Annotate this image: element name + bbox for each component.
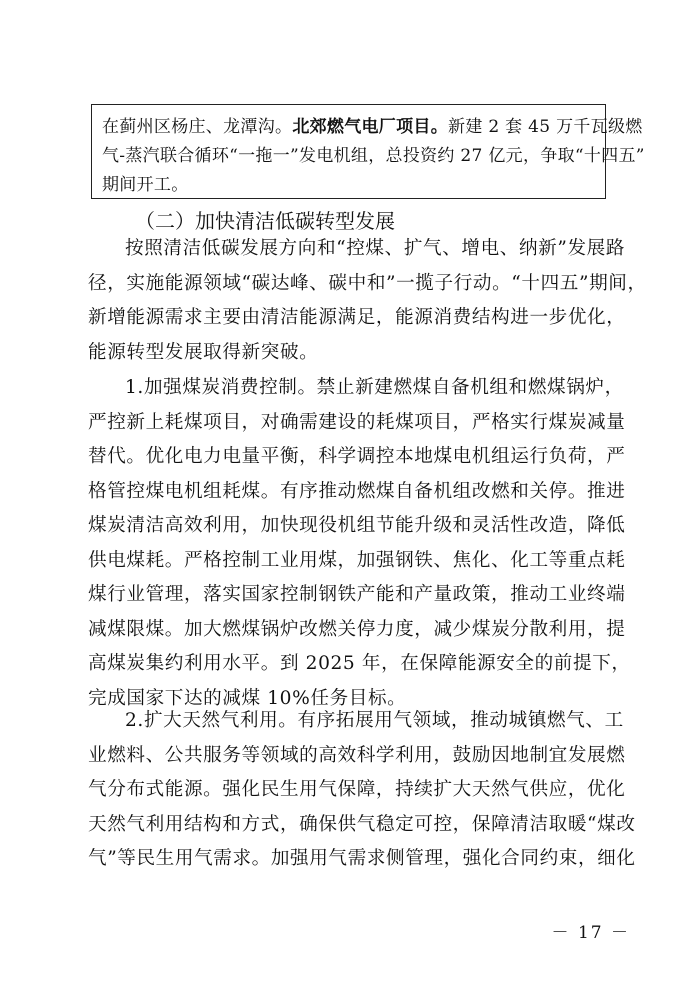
box-line: 气-蒸汽联合循环“一拖一”发电机组，总投资约 27 亿元，争取“十四五” (102, 146, 645, 166)
project-name-bold: 北郊燃气电厂项目。 (292, 117, 449, 137)
paragraph-line: 新增能源需求主要由清洁能源满足，能源消费结构进一步优化， (88, 307, 626, 328)
paragraph-line: 高煤炭集约利用水平。到 2025 年，在保障能源安全的前提下， (88, 653, 631, 674)
paragraph-line: 煤炭清洁高效利用，加快现役机组节能升级和灵活性改造，降低 (88, 515, 626, 536)
page-number: － 17 － (551, 923, 630, 943)
project-text-box (91, 104, 645, 199)
paragraph-line: 替代。优化电力电量平衡，科学调控本地煤电机组运行负荷，严 (88, 446, 626, 467)
paragraph-line: 业燃料、公共服务等领域的高效科学利用，鼓励因地制宜发展燃 (88, 744, 626, 766)
paragraph-line: 天然气利用结构和方式，确保供气稳定可控，保障清洁取暖“煤改 (88, 813, 636, 835)
paragraph-line: 气分布式能源。强化民生用气保障，持续扩大天然气供应，优化 (88, 779, 626, 800)
paragraph-line: 格管控煤电机组耗煤。有序推动燃煤自备机组改燃和关停。推进 (88, 480, 626, 502)
paragraph-line: 煤行业管理，落实国家控制钢铁产能和产量政策，推动工业终端 (88, 584, 626, 605)
box-line (102, 113, 643, 142)
box-line: 期间开工。 (102, 175, 189, 195)
paragraph-line: 按照清洁低碳发展方向和“控煤、扩气、增电、纳新”发展路 (125, 238, 626, 259)
paragraph-line: 能源转型发展取得新突破。 (88, 341, 319, 363)
paragraph-line: 2.扩大天然气利用。有序拓展用气领域，推动城镇燃气、工 (125, 710, 624, 731)
paragraph-intro (88, 232, 647, 370)
box-line-text: 新建 2 套 45 万千瓦级燃 (448, 117, 643, 137)
paragraph-line: 完成国家下达的减煤 10%任务目标。 (88, 687, 407, 709)
paragraph-natural-gas (88, 704, 636, 877)
paragraph-line: 气”等民生用气需求。加强用气需求侧管理，强化合同约束，细化 (88, 848, 636, 869)
paragraph-line: 径，实施能源领域“碳达峰、碳中和”一揽子行动。“十四五”期间， (88, 272, 647, 294)
section-heading: （二）加快清洁低碳转型发展 (135, 209, 395, 233)
paragraph-line: 严控新上耗煤项目，对确需建设的耗煤项目，严格实行煤炭减量 (88, 411, 626, 433)
box-line-text: 在蓟州区杨庄、龙潭沟。 (102, 117, 293, 137)
paragraph-line: 减煤限煤。加大燃煤锅炉改燃关停力度，减少煤炭分散利用，提 (88, 618, 626, 640)
paragraph-line: 供电煤耗。严格控制工业用煤，加强钢铁、焦化、化工等重点耗 (88, 549, 626, 571)
paragraph-coal-control (88, 371, 633, 716)
paragraph-line: 1.加强煤炭消费控制。禁止新建燃煤自备机组和燃煤锅炉， (125, 377, 624, 398)
